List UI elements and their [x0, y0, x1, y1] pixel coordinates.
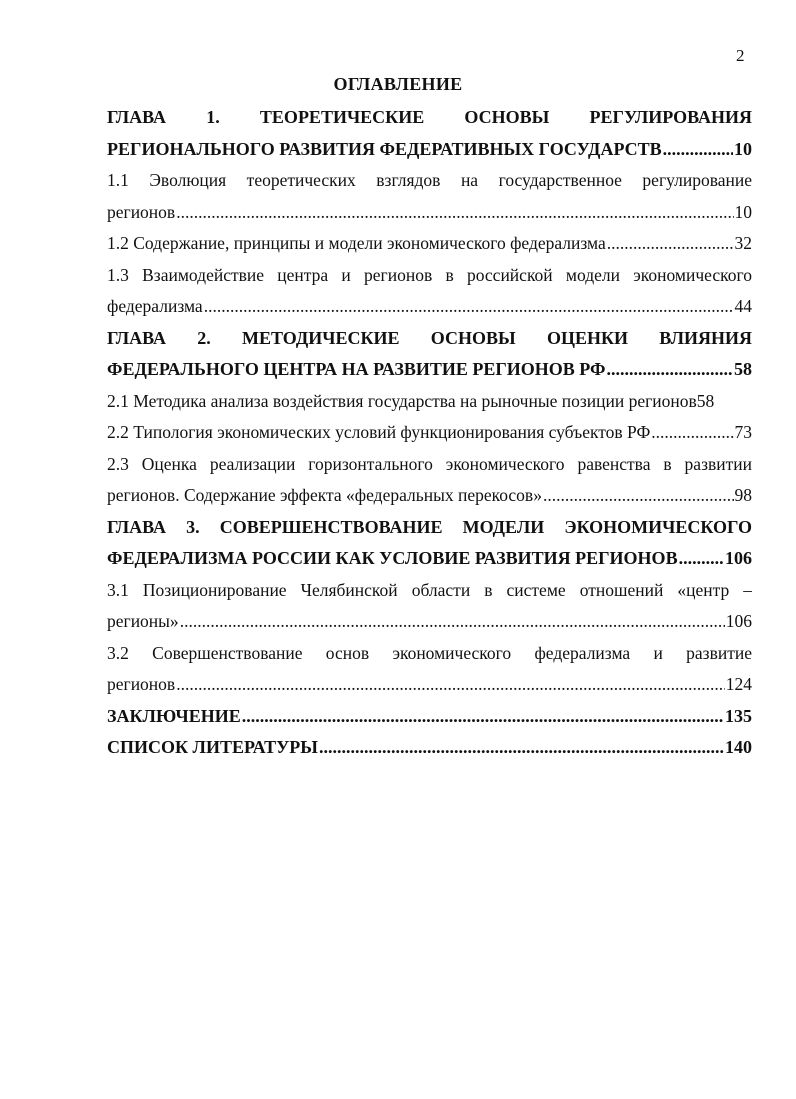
dot-leader: [543, 480, 734, 512]
toc-section-1-3-line-2: федерализма: [107, 296, 203, 316]
toc-references-text: СПИСОК ЛИТЕРАТУРЫ: [107, 737, 318, 757]
toc-section-3-2[interactable]: [107, 669, 752, 701]
toc-section-1-2-text: 1.2 Содержание, принципы и модели экономического федерализма: [107, 233, 606, 253]
page-number: 2: [736, 46, 745, 65]
toc-chapter-3-line-1[interactable]: ГЛАВА 3. СОВЕРШЕНСТВОВАНИЕ МОДЕЛИ ЭКОНОМИЧЕСКОГО: [107, 516, 752, 537]
toc-section-2-1[interactable]: 2.1 Методика анализа воздействия государства на рыночные позиции регионов58: [107, 390, 715, 411]
toc-page-number: 58: [734, 359, 752, 379]
toc-section-1-1-line-1[interactable]: 1.1 Эволюция теоретических взглядов на государственное регулирование: [107, 170, 752, 190]
dot-leader: [651, 417, 733, 449]
toc-section-2-3-line-2: регионов. Содержание эффекта «федеральных перекосов»: [107, 485, 542, 505]
toc-page-number: 135: [725, 705, 752, 726]
toc-section-2-3[interactable]: [107, 480, 752, 512]
toc-section-1-1[interactable]: [107, 197, 752, 229]
dot-leader: [176, 197, 733, 229]
dot-leader: [606, 354, 733, 386]
toc-section-3-1-line-2: регионы»: [107, 611, 179, 631]
toc-page-number: 124: [725, 674, 752, 694]
toc-section-1-1-line-2: регионов: [107, 201, 176, 222]
toc-section-1-3-line-1[interactable]: 1.3 Взаимодействие центра и регионов в российской модели экономического: [107, 264, 752, 285]
page-title: ОГЛАВЛЕНИЕ: [333, 74, 463, 94]
toc-section-3-1[interactable]: [107, 606, 752, 638]
toc-page-number: 98: [734, 485, 752, 505]
toc-page-number: 10: [734, 201, 752, 222]
toc-references[interactable]: [107, 732, 752, 764]
toc-section-2-3-line-1[interactable]: 2.3 Оценка реализации горизонтального экономического равенства в развитии: [107, 453, 752, 474]
dot-leader: [176, 669, 725, 701]
dot-leader: [204, 291, 734, 323]
dot-leader: [180, 606, 725, 638]
toc-chapter-3[interactable]: [107, 543, 752, 575]
toc-section-3-2-line-1[interactable]: 3.2 Совершенствование основ экономического федерализма и развитие: [107, 642, 752, 663]
toc-chapter-2[interactable]: [107, 354, 752, 386]
toc-section-1-2[interactable]: [107, 228, 752, 260]
toc-conclusion-text: ЗАКЛЮЧЕНИЕ: [107, 705, 241, 726]
toc-page-number: 106: [725, 611, 752, 631]
toc-chapter-2-line-2: ФЕДЕРАЛЬНОГО ЦЕНТРА НА РАЗВИТИЕ РЕГИОНОВ РФ: [107, 359, 606, 379]
table-of-contents: [107, 102, 752, 764]
dot-leader: [242, 701, 724, 733]
dot-leader: [679, 543, 724, 575]
toc-section-3-1-line-1[interactable]: 3.1 Позиционирование Челябинской области в системе отношений «центр –: [107, 579, 752, 600]
toc-chapter-1-line-2: РЕГИОНАЛЬНОГО РАЗВИТИЯ ФЕДЕРАТИВНЫХ ГОСУДАРСТВ: [107, 138, 662, 159]
toc-page-number: 44: [734, 296, 752, 316]
toc-chapter-2-line-1[interactable]: ГЛАВА 2. МЕТОДИЧЕСКИЕ ОСНОВЫ ОЦЕНКИ ВЛИЯНИЯ: [107, 327, 752, 348]
toc-section-2-2[interactable]: [107, 417, 752, 449]
toc-page-number: 73: [734, 422, 752, 442]
toc-page-number: 140: [725, 737, 752, 757]
dot-leader: [607, 228, 734, 260]
dot-leader: [319, 732, 724, 764]
toc-chapter-1-line-1[interactable]: ГЛАВА 1. ТЕОРЕТИЧЕСКИЕ ОСНОВЫ РЕГУЛИРОВАНИЯ: [107, 107, 752, 127]
toc-section-3-2-line-2: регионов: [107, 674, 176, 694]
toc-page-number: 10: [734, 138, 752, 159]
toc-chapter-3-line-2: ФЕДЕРАЛИЗМА РОССИИ КАК УСЛОВИЕ РАЗВИТИЯ РЕГИОНОВ: [107, 548, 678, 568]
toc-page-number: 32: [734, 233, 752, 253]
toc-conclusion[interactable]: [107, 701, 752, 733]
toc-chapter-1[interactable]: [107, 134, 752, 166]
toc-section-1-3[interactable]: [107, 291, 752, 323]
dot-leader: [663, 134, 733, 166]
toc-page-number: 106: [725, 548, 752, 568]
toc-section-2-2-text: 2.2 Типология экономических условий функционирования субъектов РФ: [107, 422, 651, 442]
